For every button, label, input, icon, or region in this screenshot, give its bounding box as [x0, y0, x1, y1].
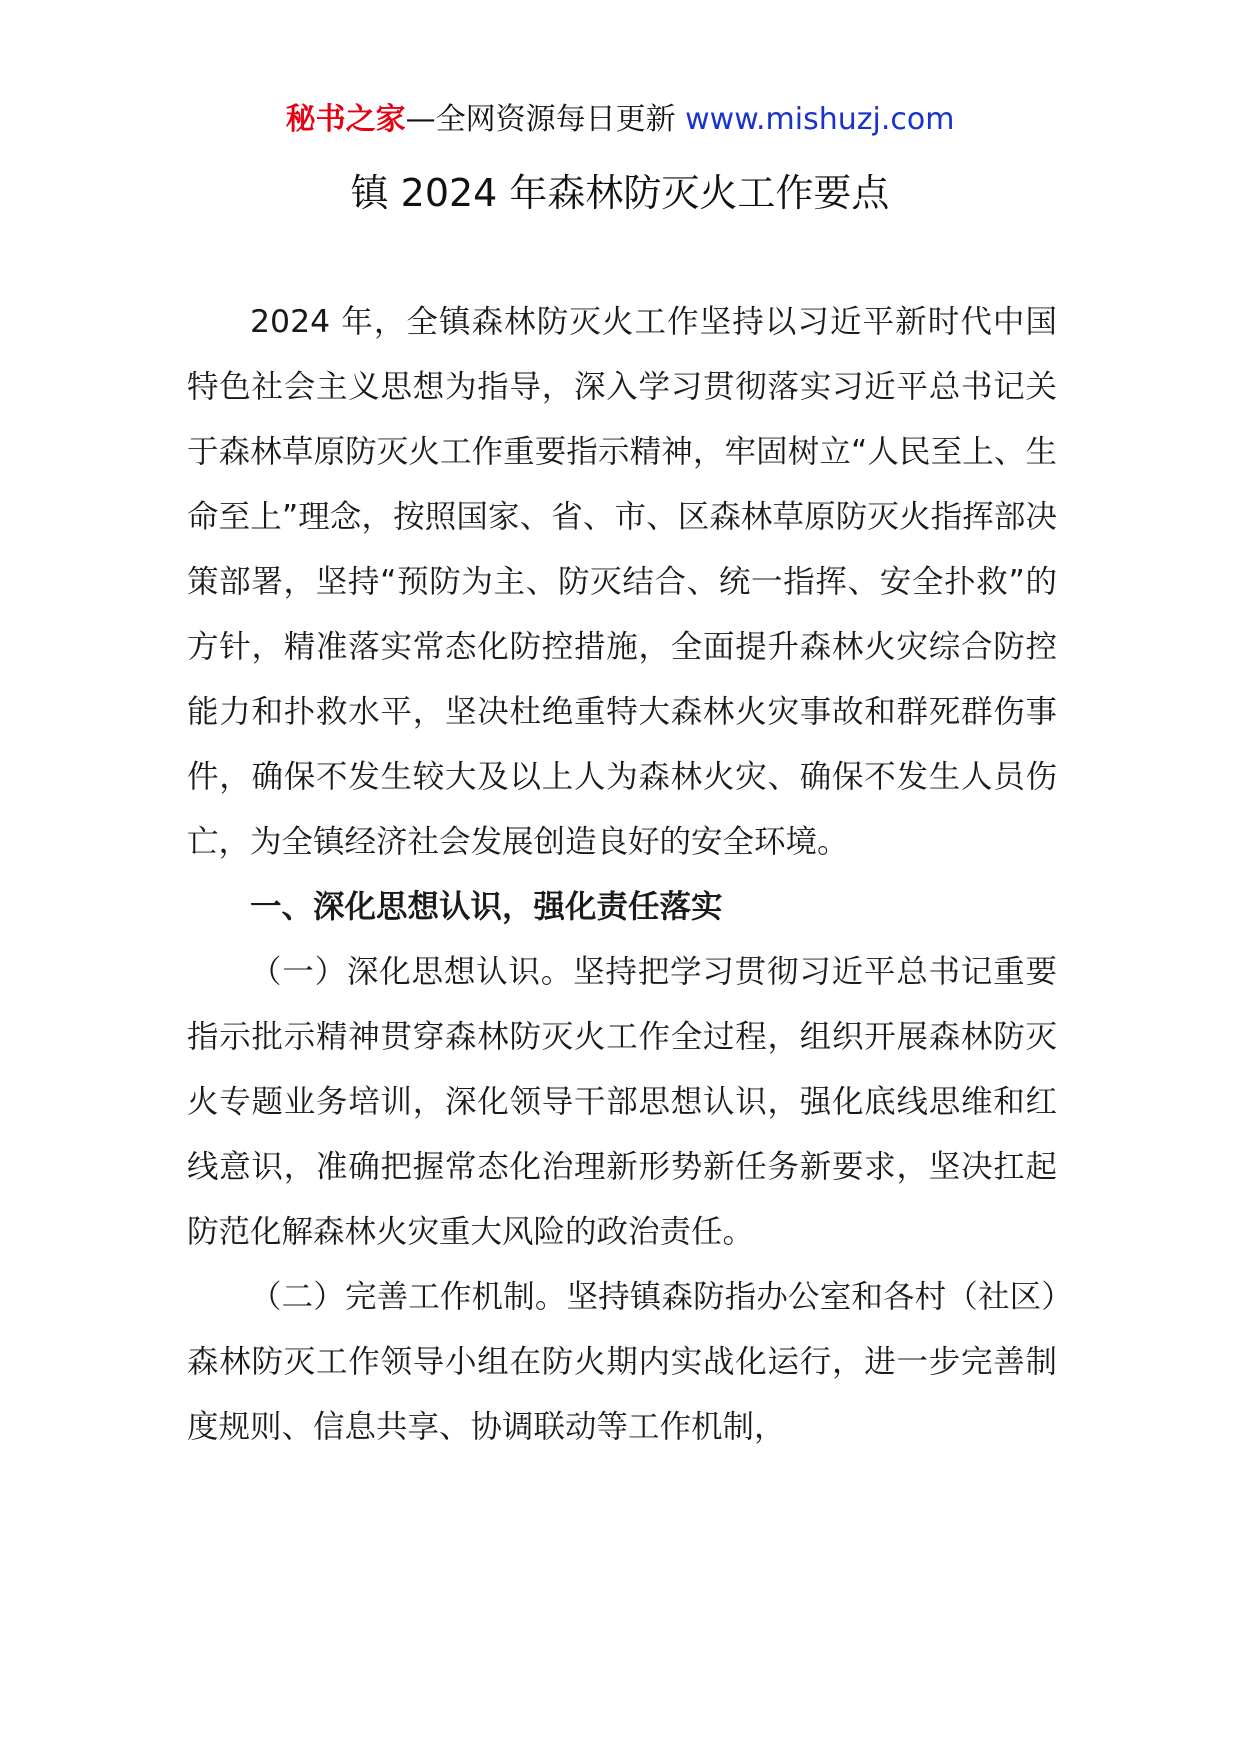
document-body — [187, 290, 1057, 1460]
site-tagline: —全网资源每日更新 — [405, 102, 686, 137]
subsection-paragraph-1: （一）深化思想认识。坚持把学习贯彻习近平总书记重要指示批示精神贯穿森林防灭火工作全过程，组织开展森林防灭火专题业务培训，深化领导干部思想认识，强化底线思维和红线意识，准确把握常态化治理新形势新任务新要求，坚决扛起防范化解森林火灾重大风险的政治责任。 — [187, 954, 1057, 1250]
document-title: 镇 2024 年森林防灭火工作要点 — [350, 171, 890, 215]
subsection-paragraph-2: （二）完善工作机制。坚持镇森防指办公室和各村（社区）森林防灭工作领导小组在防火期内实战化运行，进一步完善制度规则、信息共享、协调联动等工作机制， — [187, 1279, 1057, 1445]
site-header — [0, 100, 1240, 140]
site-url-link[interactable]: www.mishuzj.com — [685, 102, 955, 137]
section-heading-1: 一、深化思想认识，强化责任落实 — [250, 889, 723, 925]
intro-paragraph: 2024 年，全镇森林防灭火工作坚持以习近平新时代中国特色社会主义思想为指导，深入学习贯彻落实习近平总书记关于森林草原防灭火工作重要指示精神，牢固树立“人民至上、生命至上”理念，按照国家、省、市、区森林草原防灭火指挥部决策部署，坚持“预防为主、防灭结合、统一指挥、安全扑救”的方针，精准落实常态化防控措施，全面提升森林火灾综合防控能力和扑救水平，坚决杜绝重特大森林火灾事故和群死群伤事件，确保不发生较大及以上人为森林火灾、确保不发生人员伤亡，为全镇经济社会发展创造良好的安全环境。 — [187, 304, 1057, 860]
site-brand: 秘书之家 — [285, 102, 406, 137]
